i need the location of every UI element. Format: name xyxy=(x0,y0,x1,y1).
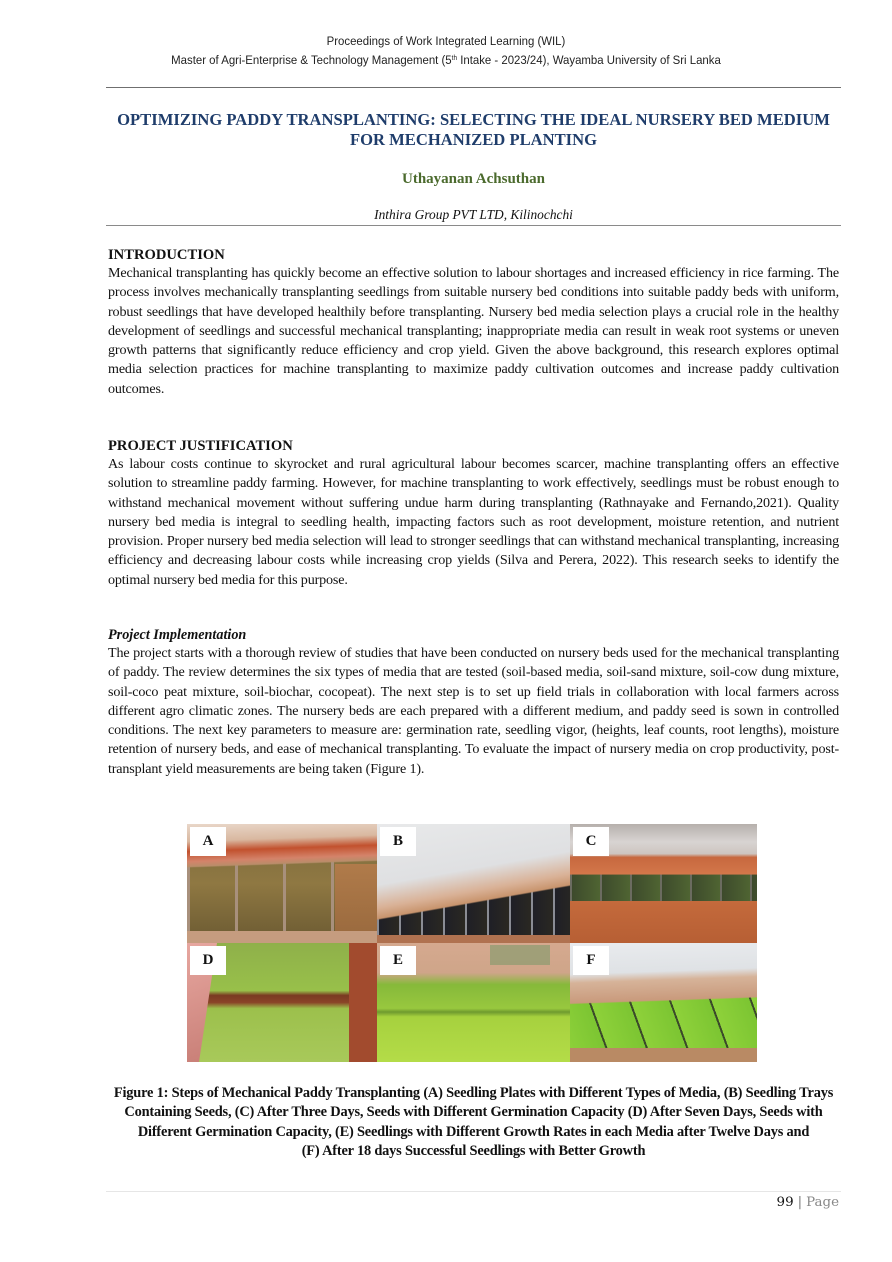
author-name: Uthayanan Achsuthan xyxy=(402,171,545,187)
program-line xyxy=(36,50,857,69)
figure-panel-c-photo xyxy=(570,824,757,943)
program-line-tail: Intake - 2023/24), Wayamba University of Sri Lanka xyxy=(457,53,721,67)
floor-decoration xyxy=(570,901,757,943)
page-footer xyxy=(777,1195,839,1210)
affiliation-divider xyxy=(106,225,841,226)
panel-label-d: D xyxy=(190,946,226,975)
footer-divider xyxy=(106,1191,841,1192)
intake-superscript: th xyxy=(451,55,458,62)
introduction-section xyxy=(108,246,839,399)
panel-label-f: F xyxy=(573,946,609,975)
floor-decoration xyxy=(187,931,377,943)
panel-label-c: C xyxy=(573,827,609,856)
floor-decoration xyxy=(377,935,570,943)
proceedings-header xyxy=(36,33,857,69)
figure-panel-a-photo xyxy=(187,824,377,943)
paper-title: OPTIMIZING PADDY TRANSPLANTING: SELECTING THE IDEAL NURSERY BED MEDIUM FOR MECHANIZED PLANTING xyxy=(117,110,830,149)
header-divider xyxy=(106,87,841,88)
figure-panel-b-photo xyxy=(377,824,570,943)
page-label: Page xyxy=(806,1195,839,1210)
figure-caption-text: Figure 1: Steps of Mechanical Paddy Transplanting (A) Seedling Plates with Different Types of Media, (B) Seedling Trays Containing Seeds, (C) After Three Days, Seeds with Different Germination Capacity (D) After Seven Days, Seeds with Different Germination Capacity, (E) Seedlings with Different Growth Rates in each Media after Twelve Days and xyxy=(113,1085,834,1140)
figure-1 xyxy=(187,824,757,1062)
justification-heading: PROJECT JUSTIFICATION xyxy=(108,438,293,454)
figure-panel-f-photo xyxy=(570,943,757,1062)
introduction-heading: INTRODUCTION xyxy=(108,247,225,263)
proceedings-title: Proceedings of Work Integrated Learning (WIL) xyxy=(326,34,566,48)
page-number: 99 xyxy=(776,1195,794,1210)
page-separator: | xyxy=(797,1195,803,1210)
figure-panel-e-photo xyxy=(377,943,570,1062)
program-line-text: Master of Agri-Enterprise & Technology Management (5 xyxy=(171,53,452,67)
implementation-heading: Project Implementation xyxy=(108,627,247,643)
tray-decoration xyxy=(335,864,377,936)
panel-label-e: E xyxy=(380,946,416,975)
justification-section xyxy=(108,437,839,590)
figure-caption xyxy=(106,1084,841,1162)
soil-decoration xyxy=(349,943,377,1062)
author-affiliation: Inthira Group PVT LTD, Kilinochchi xyxy=(374,207,573,222)
panel-label-a: A xyxy=(190,827,226,856)
implementation-body: The project starts with a thorough review of studies that have been conducted on nursery beds used for the mechanical transplanting of paddy. The review determines the six types of media that are tested (soil-based media, soil-sand mixture, soil-cow dung mixture, soil-coco peat mixture, soil-biochar, cocopeat). The next step is to set up field trials in collaboration with local farmers across different agro climatic zones. The nursery beds are each prepared with a different medium, and paddy seed is sown in controlled conditions. The next key parameters to measure are: germination rate, seedling vigor, (heights, leaf counts, root lengths), moisture retention of nursery beds, and ease of mechanical transplanting. To evaluate the impact of nursery media on crop productivity, post-transplant yield measurements are being taken (Figure 1). xyxy=(108,645,839,777)
floor-decoration xyxy=(570,1048,757,1062)
implementation-section xyxy=(108,626,839,779)
justification-body: As labour costs continue to skyrocket and rural agricultural labour becomes scarcer, machine transplanting offers an effective solution to streamline paddy farming. However, for machine transplanting to work effectively, seedlings must be robust enough to withstand mechanical movement without suffering undue harm during transplanting (Rathnayake and Fernando,2021). Quality nursery bed media is integral to seedling health, impacting factors such as root development, moisture retention, and nutrient provision. Proper nursery bed media selection will lead to stronger seedlings that can withstand mechanical transplanting, increasing efficiency and decreasing labour costs while increasing crop yields (Silva and Perera, 2022). This research seeks to identify the optimal nursery bed media for this purpose. xyxy=(108,456,839,588)
panel-label-b: B xyxy=(380,827,416,856)
figure-caption-last-line: (F) After 18 days Successful Seedlings with Better Growth xyxy=(301,1143,646,1160)
figure-panel-d-photo xyxy=(187,943,377,1062)
trees-decoration xyxy=(490,945,550,965)
introduction-body: Mechanical transplanting has quickly become an effective solution to labour shortages and increased efficiency in rice farming. The process involves mechanically transplanting seedlings from suitable nursery bed conditions into suitable paddy beds with uniform, robust seedlings that have developed healthily before transplanting. Nursery bed media selection plays a crucial role in the healthy development of seedlings and successful mechanical transplanting; inappropriate media can result in weak root systems or uneven growth patterns that significantly reduce efficiency and crop yield. Given the above background, this research explores optimal media selection practices for machine transplanting to maximize paddy cultivation outcomes and increase paddy cultivation outcomes. xyxy=(108,265,839,397)
